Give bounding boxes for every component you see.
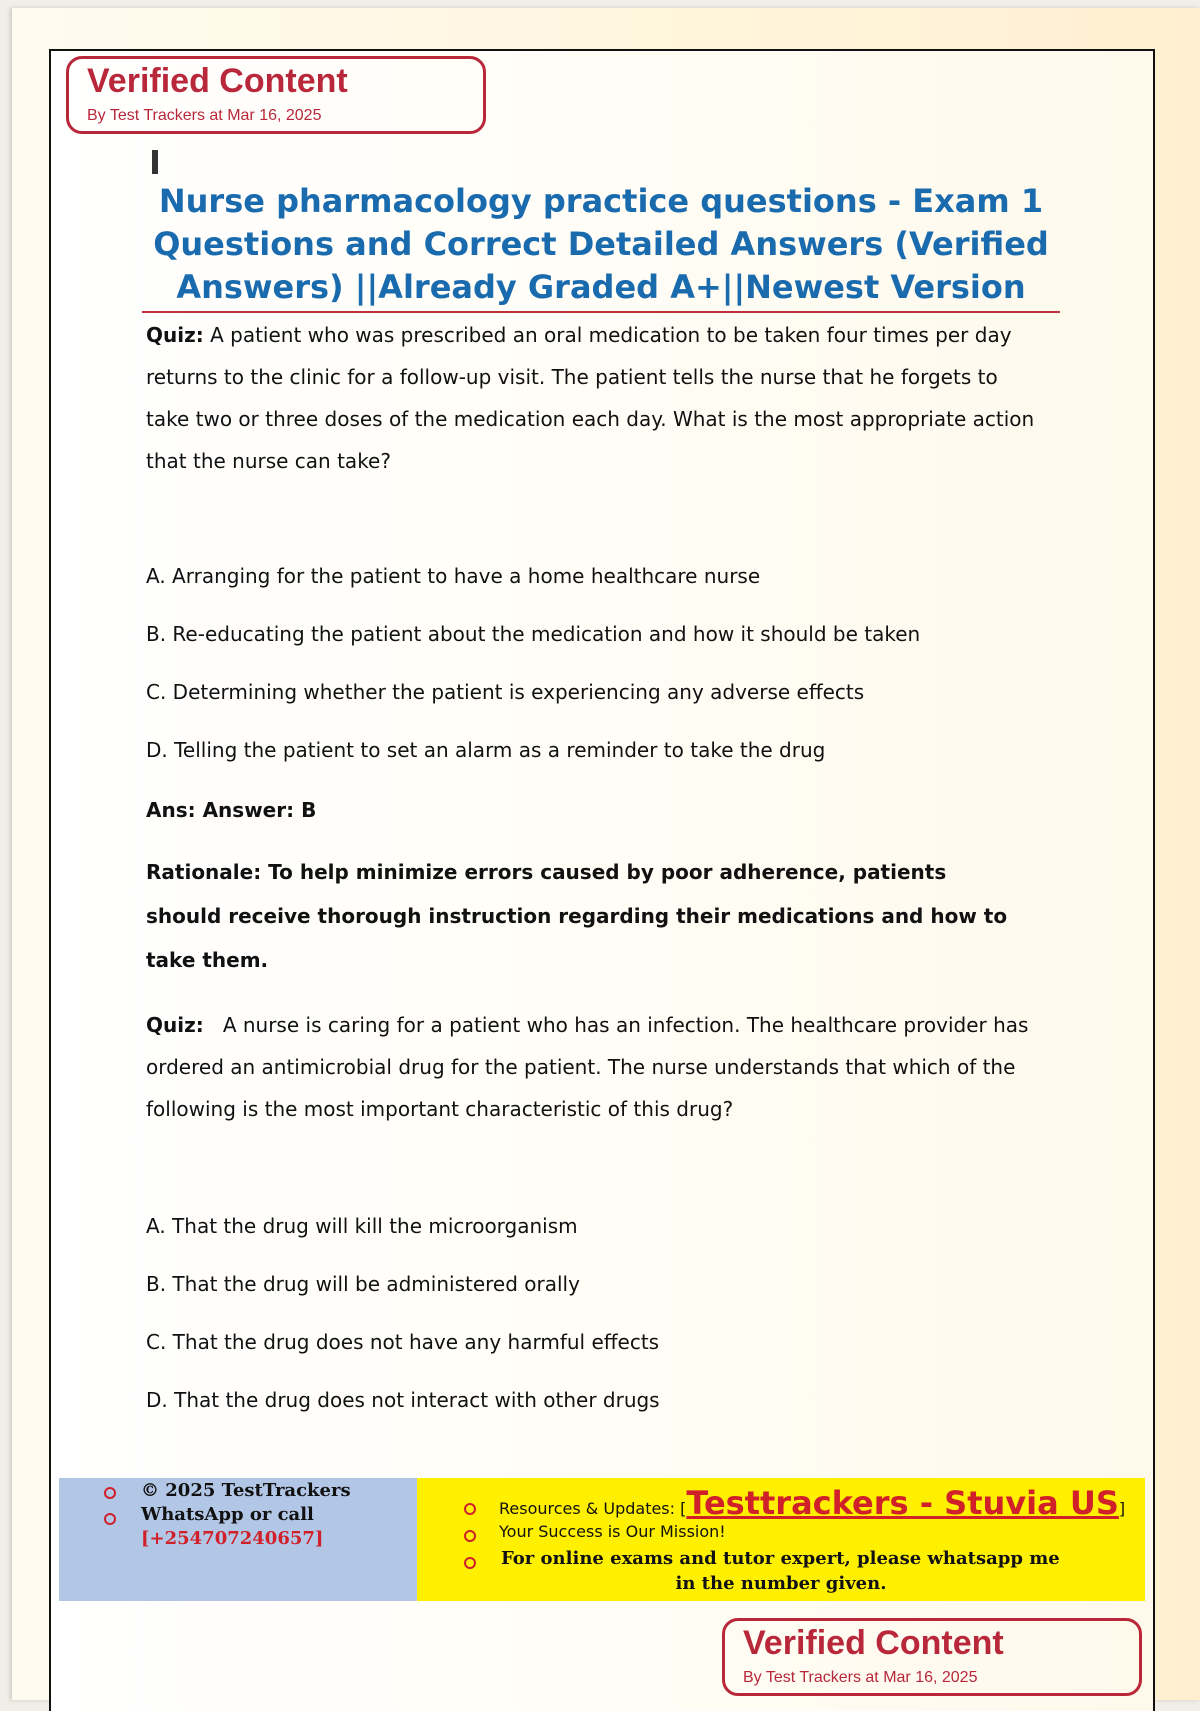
q1-option-d: D. Telling the patient to set an alarm as a reminder to take the drug xyxy=(146,738,826,762)
stamp-title: Verified Content xyxy=(743,1624,1004,1662)
q2-option-c: C. That the drug does not have any harmful effects xyxy=(146,1330,660,1354)
footer-online-line1: For online exams and tutor expert, please whatsapp me xyxy=(501,1548,1060,1569)
quiz-label: Quiz: xyxy=(146,323,204,347)
stamp-title: Verified Content xyxy=(87,62,348,100)
question-1-text: A patient who was prescribed an oral medication to be taken four times per day returns to the clinic for a follow-up visit. The patient tells the nurse that he forgets to take two or three doses of the medication each day. What is the most appropriate action that the nurse can take? xyxy=(146,323,1035,473)
footer-copyright: © 2025 TestTrackers xyxy=(141,1480,351,1501)
footer-online-line2: in the number given. xyxy=(675,1573,887,1594)
bullet-icon xyxy=(464,1557,476,1569)
question-1 xyxy=(146,314,1046,482)
footer-whatsapp-label: WhatsApp or call xyxy=(141,1504,314,1525)
question-2-text: A nurse is caring for a patient who has an infection. The healthcare provider has ordered an antimicrobial drug for the patient. The nurse understands that which of the following is the most important characteristic of this drug? xyxy=(146,1013,1029,1121)
stamp-subtitle: By Test Trackers at Mar 16, 2025 xyxy=(87,107,322,124)
footer-resources xyxy=(499,1484,1125,1522)
footer-resources-panel xyxy=(417,1478,1145,1601)
bullet-icon xyxy=(464,1503,476,1515)
bullet-icon xyxy=(104,1487,116,1499)
question-2 xyxy=(146,1004,1046,1130)
q1-answer: Ans: Answer: B xyxy=(146,798,317,822)
quiz-label: Quiz: xyxy=(146,1013,204,1037)
resources-label: Resources & Updates: [ xyxy=(499,1499,687,1518)
document-title: Nurse pharmacology practice questions - Exam 1 Questions and Correct Detailed Answers (Verified Answers) ||Already Graded A+||Newest Version xyxy=(142,180,1060,313)
footer-phone[interactable]: [+254707240657] xyxy=(141,1528,324,1549)
q2-option-a: A. That the drug will kill the microorganism xyxy=(146,1214,578,1238)
resources-close: ] xyxy=(1118,1499,1126,1518)
footer-mission: Your Success is Our Mission! xyxy=(499,1522,726,1541)
verified-stamp-bottom xyxy=(722,1618,1142,1696)
q1-option-c: C. Determining whether the patient is experiencing any adverse effects xyxy=(146,680,865,704)
q1-option-a: A. Arranging for the patient to have a home healthcare nurse xyxy=(146,564,761,588)
text-cursor xyxy=(152,150,158,174)
footer-contact-panel xyxy=(59,1478,417,1601)
bullet-icon xyxy=(464,1530,476,1542)
q1-rationale: Rationale: To help minimize errors caused by poor adherence, patients should receive thorough instruction regarding their medications and how to take them. xyxy=(146,860,1008,972)
q2-option-b: B. That the drug will be administered orally xyxy=(146,1272,580,1296)
bullet-icon xyxy=(104,1513,116,1525)
q1-option-b: B. Re-educating the patient about the medication and how it should be taken xyxy=(146,622,921,646)
q2-option-d: D. That the drug does not interact with other drugs xyxy=(146,1388,660,1412)
verified-stamp-top xyxy=(66,56,486,134)
stuvia-link[interactable]: Testtrackers - Stuvia US xyxy=(686,1484,1119,1522)
stamp-subtitle: By Test Trackers at Mar 16, 2025 xyxy=(743,1669,978,1686)
